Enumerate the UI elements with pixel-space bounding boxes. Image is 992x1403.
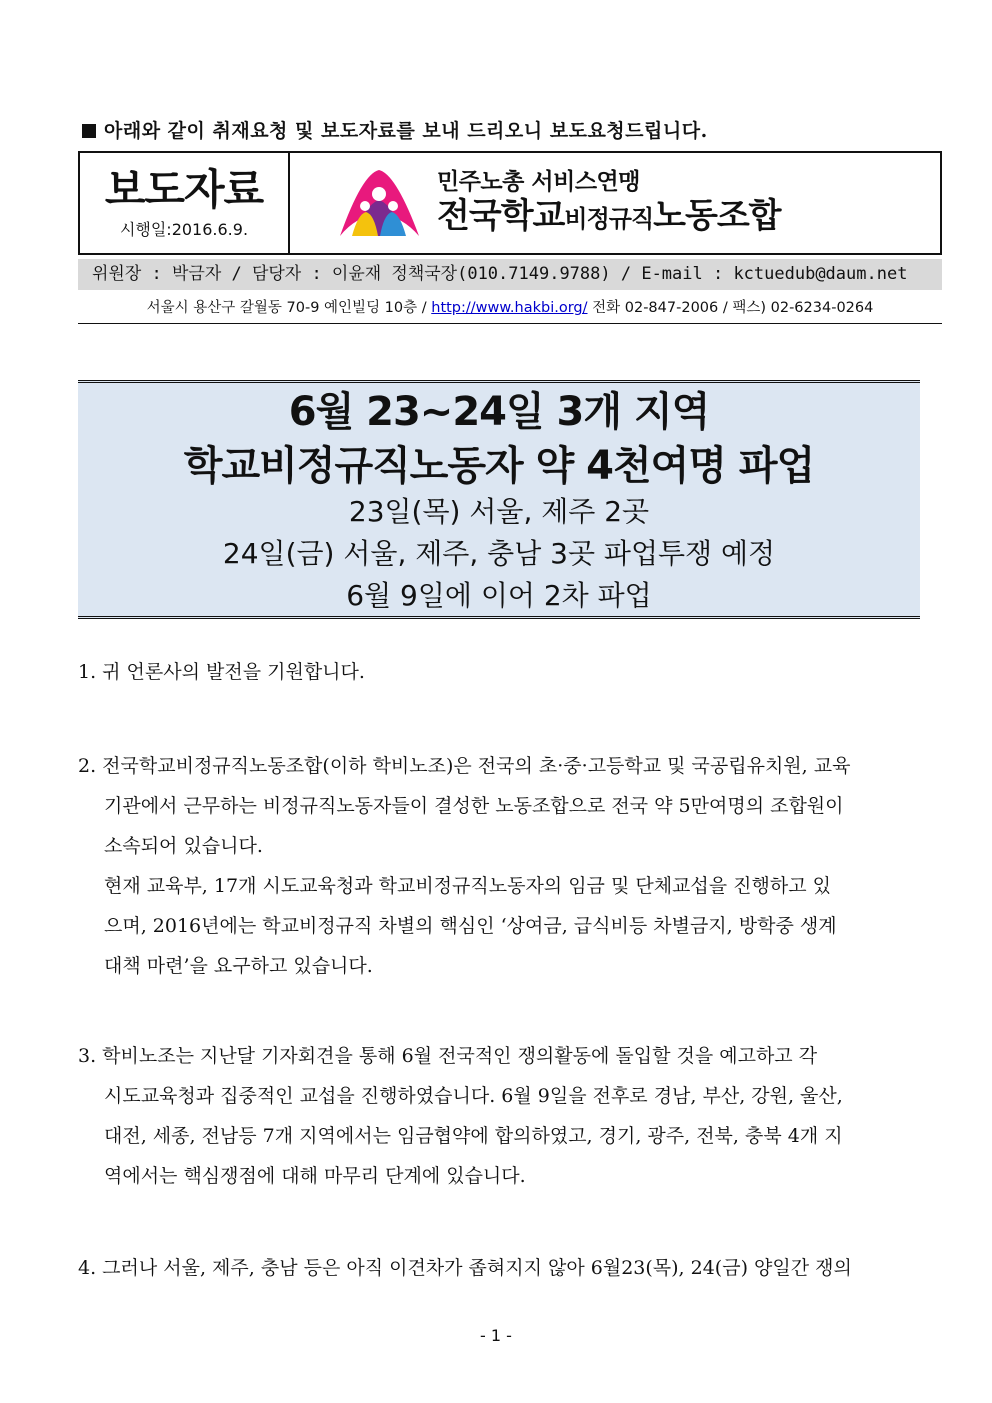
headline-line-1: 6월 23~24일 3개 지역 bbox=[288, 389, 710, 435]
org-main-name bbox=[437, 196, 781, 239]
org-name bbox=[437, 168, 781, 239]
paragraph-line: 으며, 2016년에는 학교비정규직 차별의 핵심인 ‘상여금, 급식비등 차별금지, 방학중 생계 bbox=[104, 915, 837, 937]
paragraph-line: 현재 교육부, 17개 시도교육청과 학교비정규직노동자의 임금 및 단체교섭을 진행하고 있 bbox=[104, 875, 831, 897]
press-title: 보도자료 bbox=[104, 164, 264, 214]
paragraph-line: 1. 귀 언론사의 발전을 기원합니다. bbox=[78, 661, 365, 683]
paragraph-line: 시도교육청과 집중적인 교섭을 진행하였습니다. 6월 9일을 전후로 경남, 부산, 강원, 울산, bbox=[104, 1085, 843, 1107]
headline-line-3: 23일(목) 서울, 제주 2곳 bbox=[348, 495, 650, 528]
divider bbox=[78, 323, 942, 324]
black-square-icon bbox=[82, 124, 96, 138]
intro-line bbox=[82, 116, 708, 143]
headline-box bbox=[78, 380, 920, 619]
paragraph-line: 4. 그러나 서울, 제주, 충남 등은 아직 이견차가 좁혀지지 않아 6월23(목), 24(금) 양일간 쟁의 bbox=[78, 1257, 852, 1279]
phone-fax-text: 전화 02-847-2006 / 팩스) 02-6234-0264 bbox=[587, 300, 874, 316]
union-logo-icon bbox=[332, 164, 427, 242]
paragraph-4 bbox=[78, 1248, 920, 1288]
org-box bbox=[290, 153, 940, 253]
paragraph-line: 소속되어 있습니다. bbox=[104, 835, 263, 857]
org-main-part-c: 노동조합 bbox=[653, 195, 781, 236]
paragraph-1 bbox=[78, 652, 920, 692]
press-title-box bbox=[80, 153, 290, 253]
headline-line-4: 24일(금) 서울, 제주, 충남 3곳 파업투쟁 예정 bbox=[222, 537, 776, 570]
page-number: - 1 - bbox=[480, 1326, 512, 1345]
press-date: 시행일:2016.6.9. bbox=[119, 219, 249, 239]
org-sub-name: 민주노총 서비스연맹 bbox=[437, 168, 640, 195]
headline-line-2: 학교비정규직노동자 약 4천여명 파업 bbox=[183, 443, 815, 489]
org-main-part-a: 전국학교 bbox=[437, 195, 565, 236]
paragraph-line: 대전, 세종, 전남등 7개 지역에서는 임금협약에 합의하였고, 경기, 광주, 전북, 충북 4개 지 bbox=[104, 1125, 843, 1147]
website-link[interactable]: http://www.hakbi.org/ bbox=[431, 300, 588, 316]
paragraph-line: 기관에서 근무하는 비정규직노동자들이 결성한 노동조합으로 전국 약 5만여명의 조합원이 bbox=[104, 795, 844, 817]
address-text: 서울시 용산구 갈월동 70-9 예인빌딩 10층 / bbox=[146, 300, 432, 316]
org-main-part-b: 비정규직 bbox=[564, 204, 654, 233]
intro-text: 아래와 같이 취재요청 및 보도자료를 보내 드리오니 보도요청드립니다. bbox=[104, 120, 708, 142]
headline-line-5: 6월 9일에 이어 2차 파업 bbox=[346, 579, 652, 612]
paragraph-2 bbox=[78, 746, 920, 986]
paragraph-line: 대책 마련’을 요구하고 있습니다. bbox=[104, 955, 373, 977]
paragraph-line: 2. 전국학교비정규직노동조합(이하 학비노조)은 전국의 초·중·고등학교 및 국공립유치원, 교육 bbox=[78, 755, 851, 777]
address-line bbox=[78, 296, 942, 317]
paragraph-line: 3. 학비노조는 지난달 기자회견을 통해 6월 전국적인 쟁의활동에 돌입할 것을 예고하고 각 bbox=[78, 1045, 818, 1067]
contact-bar: 위원장 : 박금자 / 담당자 : 이윤재 정책국장(010.7149.9788) / E-mail : kctuedub@daum.net bbox=[78, 259, 942, 290]
press-header bbox=[78, 151, 942, 255]
paragraph-line: 역에서는 핵심쟁점에 대해 마무리 단계에 있습니다. bbox=[104, 1165, 526, 1187]
paragraph-3 bbox=[78, 1036, 920, 1196]
